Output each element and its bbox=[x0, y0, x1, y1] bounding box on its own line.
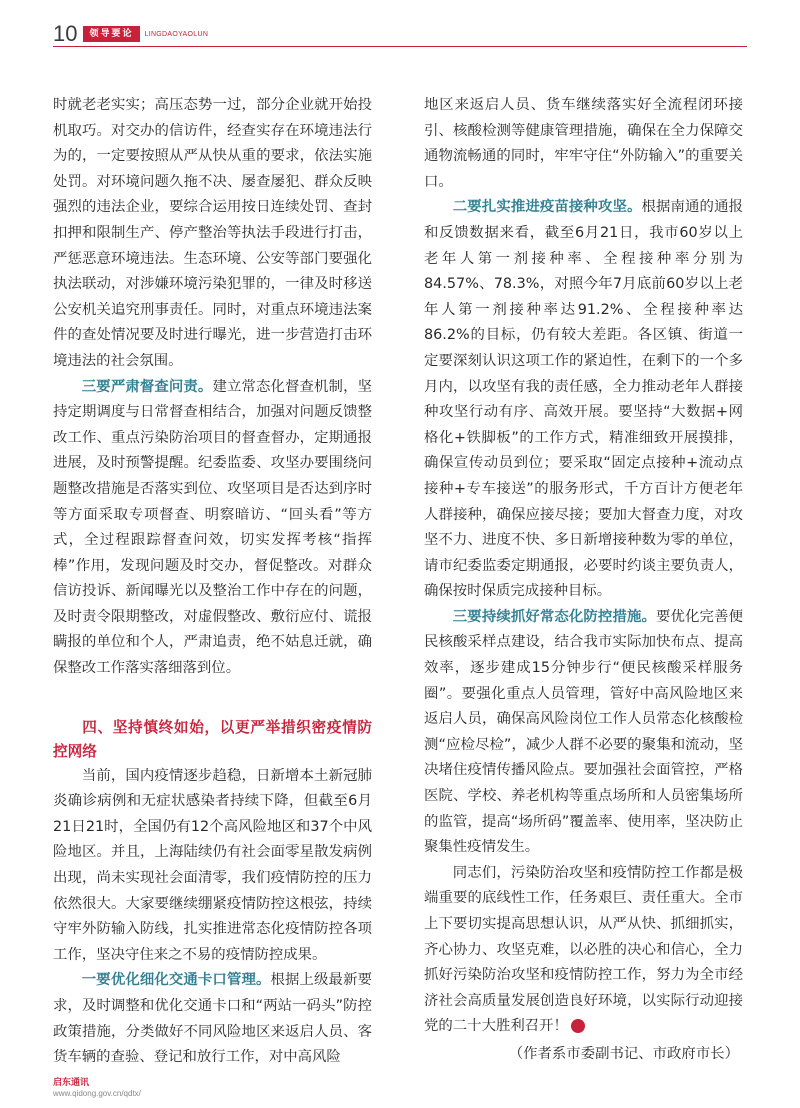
paragraph bbox=[53, 968, 372, 1070]
paragraph-body: 根据上级最新要求，及时调整和优化交通卡口和“两站一码头”防控政策措施，分类做好不同风险地区来返启人员、客货车辆的查验、登记和放行工作，对中高风险 bbox=[53, 972, 372, 1066]
page-number: 10 bbox=[53, 21, 78, 46]
paragraph bbox=[424, 861, 743, 1040]
paragraph: 地区来返启人员、货车继续落实好全流程闭环接引、核酸检测等健康管理措施，确保在全力保障交通物流畅通的同时，牢牢守住“外防输入”的重要关口。 bbox=[424, 97, 743, 190]
lead-phrase: 三要持续抓好常态化防控措施。 bbox=[452, 608, 657, 625]
header-divider bbox=[53, 46, 747, 47]
magazine-name-badge: 领导要论 bbox=[83, 26, 139, 42]
footer-brand: 启东通讯 bbox=[53, 1078, 90, 1088]
paragraph: 当前，国内疫情逐步趋稳，日新增本土新冠肺炎确诊病例和无症状感染者持续下降，但截至6月21日21时，全国仍有12个高风险地区和37个中风险地区。并且，上海陆续仍有社会面零星散发病例出现，尚未实现社会面清零，我们疫情防控的压力依然很大。大家要继续绷紧疫情防控这根弦，持续守牢外防输入防线，扎实推进常态化疫情防控各项工作，坚决守住来之不易的疫情防控成果。 bbox=[53, 767, 372, 963]
spacer bbox=[53, 682, 372, 706]
page-header bbox=[53, 22, 208, 46]
paragraph-body: 同志们，污染防治攻坚和疫情防控工作都是极端重要的底线性工作，任务艰巨、责任重大。全市上下要切实提高思想认识，从严从快、抓细抓实，齐心协力、攻坚克难，以必胜的决心和信心，全力抓好污染防治攻坚和疫情防控工作，努力为全市经济社会高质量发展创造良好环境，以实际行动迎接党的二十大胜利召开！ bbox=[424, 864, 743, 1035]
lead-phrase: 三要严肃督查问责。 bbox=[81, 378, 213, 395]
paragraph-body: 要优化完善便民核酸采样点建设，结合我市实际加快布点、提高效率，逐步建成15分钟步行“便民核酸采样服务圈”。要强化重点人员管理，管好中高风险地区来返启人员，确保高风险岗位工作人员常态化核酸检测“应检尽检”，减少人群不必要的聚集和流动，坚决堵住疫情传播风险点。要加强社会面管控，严格医院、学校、养老机构等重点场所和人员密集场所的监管，提高“场所码”覆盖率、使用率，坚决防止聚集性疫情发生。 bbox=[424, 608, 743, 856]
section-heading: 四、坚持慎终如始，以更严举措织密疫情防控网络 bbox=[53, 718, 372, 760]
lead-phrase: 二要扎实推进疫苗接种攻坚。 bbox=[452, 199, 642, 216]
paragraph bbox=[53, 375, 372, 682]
left-column bbox=[53, 93, 372, 1071]
paragraph bbox=[424, 195, 743, 605]
paragraph bbox=[424, 605, 743, 861]
page-footer bbox=[53, 1078, 141, 1099]
paragraph-body: 根据南通的通报和反馈数据来看，截至6月21日，我市60岁以上老年人第一剂接种率、全程接种率分别为84.57%、78.3%，对照今年7月底前60岁以上老年人第一剂接种率达91.2%、全程接种率达86.2%的目标，仍有较大差距。各区镇、街道一定要深刻认识这项工作的紧迫性，在剩下的一个多月内，以攻坚有我的责任感，全力推动老年人群接种攻坚行动有序、高效开展。要坚持“大数据+网格化+铁脚板”的工作方式，精准细致开展摸排，确保宣传动员到位；要采取“固定点接种+流动点接种+专车接送”的服务形式，千方百计方便老年人群接种，确保应接尽接；要加大督查力度，对攻坚不力、进度不快、多日新增接种数为零的单位，请市纪委监委定期通报，必要时约谈主要负责人，确保按时保质完成接种目标。 bbox=[424, 199, 743, 600]
lead-phrase: 一要优化细化交通卡口管理。 bbox=[81, 972, 271, 989]
end-seal-icon: 启 bbox=[571, 1019, 585, 1033]
paragraph: 时就老老实实；高压态势一过，部分企业就开始投机取巧。对交办的信访件，经查实存在环境违法行为的，一定要按照从严从快从重的要求，依法实施处罚。对环境问题久拖不决、屡查屡犯、群众反映强烈的违法企业，要综合运用按日连续处罚、查封扣押和限制生产、停产整治等执法手段进行打击，严惩恶意环境违法。生态环境、公安等部门要强化执法联动，对涉嫌环境污染犯罪的，一律及时移送公安机关追究刑事责任。同时，对重点环境违法案件的查处情况要及时进行曝光，进一步营造打击环境违法的社会氛围。 bbox=[53, 97, 372, 369]
paragraph-body: 建立常态化督查机制，坚持定期调度与日常督查相结合，加强对问题反馈整改工作、重点污染防治项目的督查督办，定期通报进展，及时预警提醒。纪委监委、攻坚办要围绕问题整改措施是否落实到位、攻坚项目是否达到序时等方面采取专项督查、明察暗访、“回头看”等方式，全过程跟踪督查问效，切实发挥考核“指挥棒”作用，发现问题及时交办，督促整改。对群众信访投诉、新闻曝光以及整治工作中存在的问题，及时责令限期整改，对虚假整改、敷衍应付、谎报瞒报的单位和个人，严肃追责，绝不姑息迁就，确保整改工作落实落细落到位。 bbox=[53, 378, 372, 677]
right-column bbox=[424, 93, 743, 1068]
magazine-pinyin: LINGDAOYAOLUN bbox=[144, 30, 209, 38]
footer-url[interactable]: www.qidong.gov.cn/qdtx/ bbox=[53, 1089, 141, 1098]
author-note: （作者系市委副书记、市政府市长） bbox=[508, 1045, 739, 1062]
